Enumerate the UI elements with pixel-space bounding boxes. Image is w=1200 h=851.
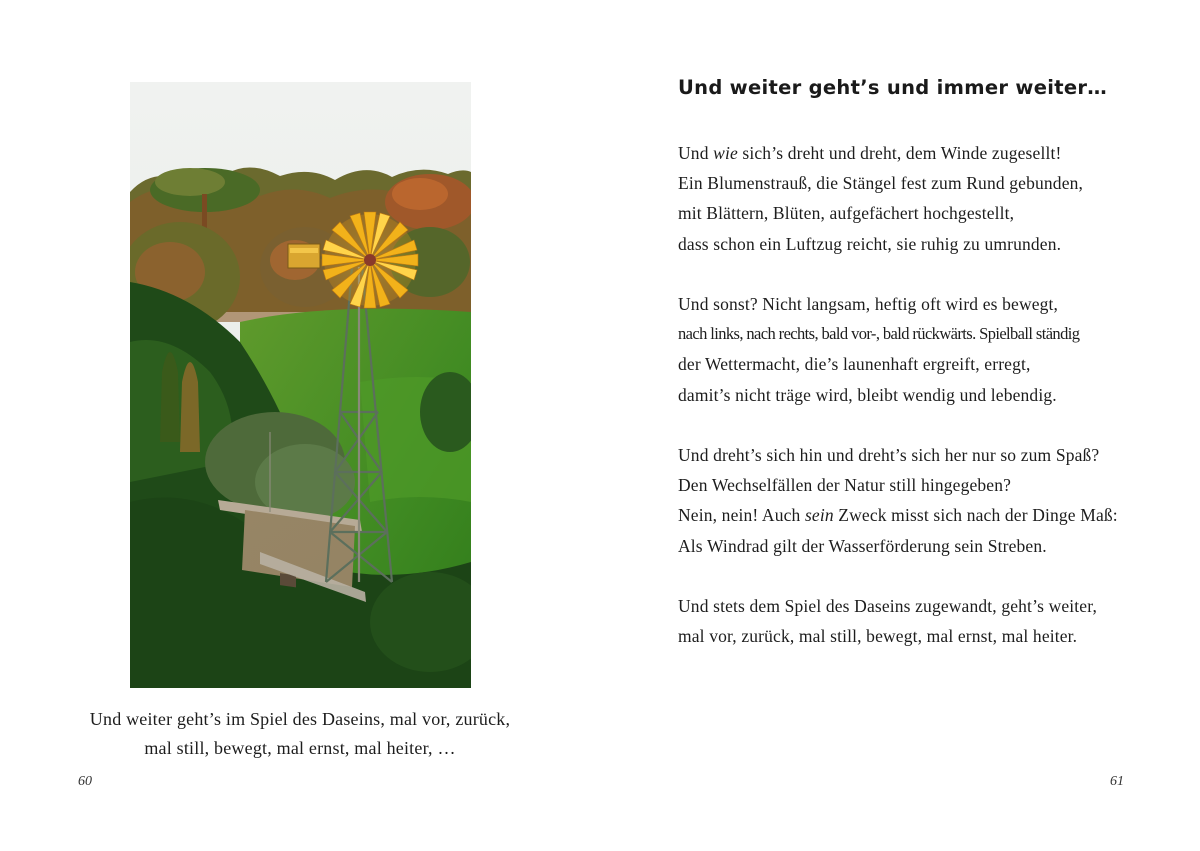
poem-line: Ein Blumenstrauß, die Stängel fest zum Rund gebunden,	[678, 173, 1084, 194]
poem-line: Als Windrad gilt der Wasserförderung sein Streben.	[678, 535, 1047, 556]
right-page	[600, 0, 1200, 851]
windmill-landscape-illustration	[130, 82, 471, 688]
windmill-blades	[322, 212, 418, 308]
stanza-2	[678, 289, 1148, 410]
poem-line: damit’s nicht träge wird, bleibt wendig und lebendig.	[678, 384, 1057, 405]
stanza-1	[678, 138, 1148, 259]
poem-line: dass schon ein Luftzug reicht, sie ruhig zu umrunden.	[678, 233, 1062, 254]
caption-line-2: mal still, bewegt, mal ernst, mal heiter, …	[144, 738, 456, 758]
poem-line: Und dreht’s sich hin und dreht’s sich her nur so zum Spaß?	[678, 445, 1100, 465]
poem-line: mal vor, zurück, mal still, bewegt, mal ernst, mal heiter.	[678, 626, 1078, 647]
photo-caption	[40, 705, 560, 763]
caption-line-1: Und weiter geht’s im Spiel des Daseins, mal vor, zurück,	[89, 709, 511, 729]
emphasis-word: sein	[804, 505, 834, 526]
windmill-photo	[130, 82, 471, 688]
page-number-left: 60	[78, 774, 92, 789]
poem-line: mit Blättern, Blüten, aufgefächert hochgestellt,	[678, 203, 1015, 224]
poem-line: der Wettermacht, die’s launenhaft ergreift, erregt,	[678, 354, 1031, 375]
poem-line: Und wie sich’s dreht und dreht, dem Winde zugesellt!	[678, 143, 1062, 163]
poem-body	[678, 138, 1148, 682]
poem-line: Und sonst? Nicht langsam, heftig oft wird es bewegt,	[678, 294, 1059, 314]
stanza-3	[678, 440, 1148, 561]
page-number-right: 61	[1110, 774, 1124, 789]
emphasis-word: wie	[713, 143, 738, 163]
poem-line: Den Wechselfällen der Natur still hingegeben?	[678, 475, 1012, 496]
poem-title: Und weiter geht’s und immer weiter…	[678, 76, 1108, 99]
stanza-4	[678, 591, 1148, 651]
poem-line: Und stets dem Spiel des Daseins zugewandt, geht’s weiter,	[678, 596, 1098, 616]
poem-line: Nein, nein! Auch sein Zweck misst sich nach der Dinge Maß:	[678, 505, 1118, 526]
poem-line: nach links, nach rechts, bald vor-, bald rückwärts. Spielball ständig	[678, 324, 1080, 344]
